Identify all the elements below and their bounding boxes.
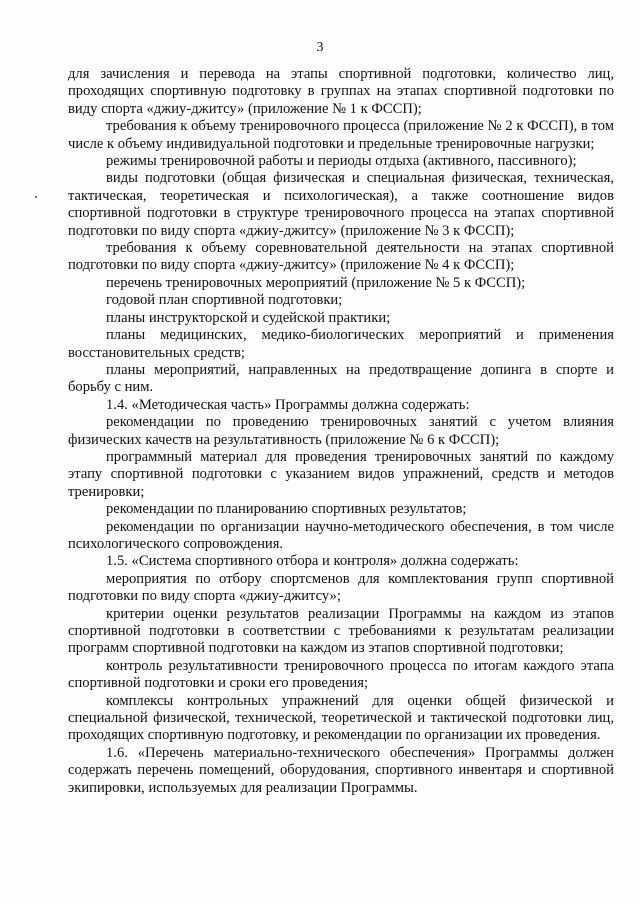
paragraph-training-recommendations: рекомендации по проведению тренировочных занятий с учетом влияния физических качеств на результативность (приложение № 6 к ФССП);	[68, 414, 614, 448]
paragraph-performance-control: контроль результативности тренировочного процесса по итогам каждого этапа спортивной подготовки и сроки его проведения;	[68, 657, 614, 692]
paragraph-training-events: перечень тренировочных мероприятий (приложение № 5 к ФССП);	[106, 274, 526, 291]
paragraph-annual-plan: годовой план спортивной подготовки;	[106, 292, 343, 309]
paragraph-training-types: виды подготовки (общая физическая и специальная физическая, техническая, тактическая, теоретическая и психологическая), а также соотношение видов спортивной подготовки в структуре тренировочного процесса на этапах спортивной подготовки по виду спорта «джиу-джитсу» (приложение № 3 к ФССП);	[68, 170, 614, 239]
section-heading-1-4: 1.4. «Методическая часть» Программы должна содержать:	[106, 396, 470, 413]
paragraph-competition-volume: требования к объему соревновательной деятельности на этапах спортивной подготовки по виду спорта «джиу-джитсу» (приложение № 4 к ФССП);	[68, 240, 614, 274]
section-heading-1-5: 1.5. «Система спортивного отбора и контроля» должна содержать:	[106, 553, 519, 570]
paragraph-program-material: программный материал для проведения тренировочных занятий по каждому этапу спортивной подготовки с указанием видов упражнений, средств и методов тренировки;	[68, 448, 614, 500]
paragraph-evaluation-criteria: критерии оценки результатов реализации Программы на каждом из этапов спортивной подготовки в соответствии с требованиями к результатам реализации программ спортивной подготовки на каждом из этапов спортивной подготовки;	[68, 605, 614, 657]
paragraph-medical-plans: планы медицинских, медико-биологических мероприятий и применения восстановительных средств;	[68, 327, 614, 361]
paragraph-enrollment-continuation: для зачисления и перевода на этапы спортивной подготовки, количество лиц, проходящих спортивную подготовку в группах на этапах спортивной подготовки по виду спорта «джиу-джитсу» (приложение № 1 к ФССП);	[68, 66, 614, 117]
page-number: 3	[316, 40, 324, 55]
section-heading-1-6: 1.6. «Перечень материально-технического обеспечения» Программы должен содержать перечень помещений, оборудования, спортивного инвентаря и спортивной экипировки, используемых для реализации Программы.	[68, 744, 614, 796]
paragraph-anti-doping: планы мероприятий, направленных на предотвращение допинга в спорте и борьбу с ним.	[68, 361, 614, 396]
document-body	[68, 66, 614, 797]
paragraph-training-volume: требования к объему тренировочного процесса (приложение № 2 к ФССП), в том числе к объему индивидуальной подготовки и предельные тренировочные нагрузки;	[68, 118, 614, 152]
paragraph-instructor-plans: планы инструкторской и судейской практики;	[106, 309, 391, 326]
scan-speck	[35, 196, 37, 198]
paragraph-scientific-support: рекомендации по организации научно-методического обеспечения, в том числе психологического сопровождения.	[68, 518, 614, 552]
paragraph-selection-events: мероприятия по отбору спортсменов для комплектования групп спортивной подготовки по виду спорта «джиу-джитсу»;	[68, 570, 614, 605]
paragraph-control-exercises: комплексы контрольных упражнений для оценки общей физической и специальной физической, технической, теоретической и тактической подготовки лиц, проходящих спортивную подготовку, и рекомендации по организации их проведения.	[68, 692, 614, 744]
paragraph-training-regimes: режимы тренировочной работы и периоды отдыха (активного, пассивного);	[106, 153, 577, 170]
paragraph-results-planning: рекомендации по планированию спортивных результатов;	[106, 501, 467, 518]
